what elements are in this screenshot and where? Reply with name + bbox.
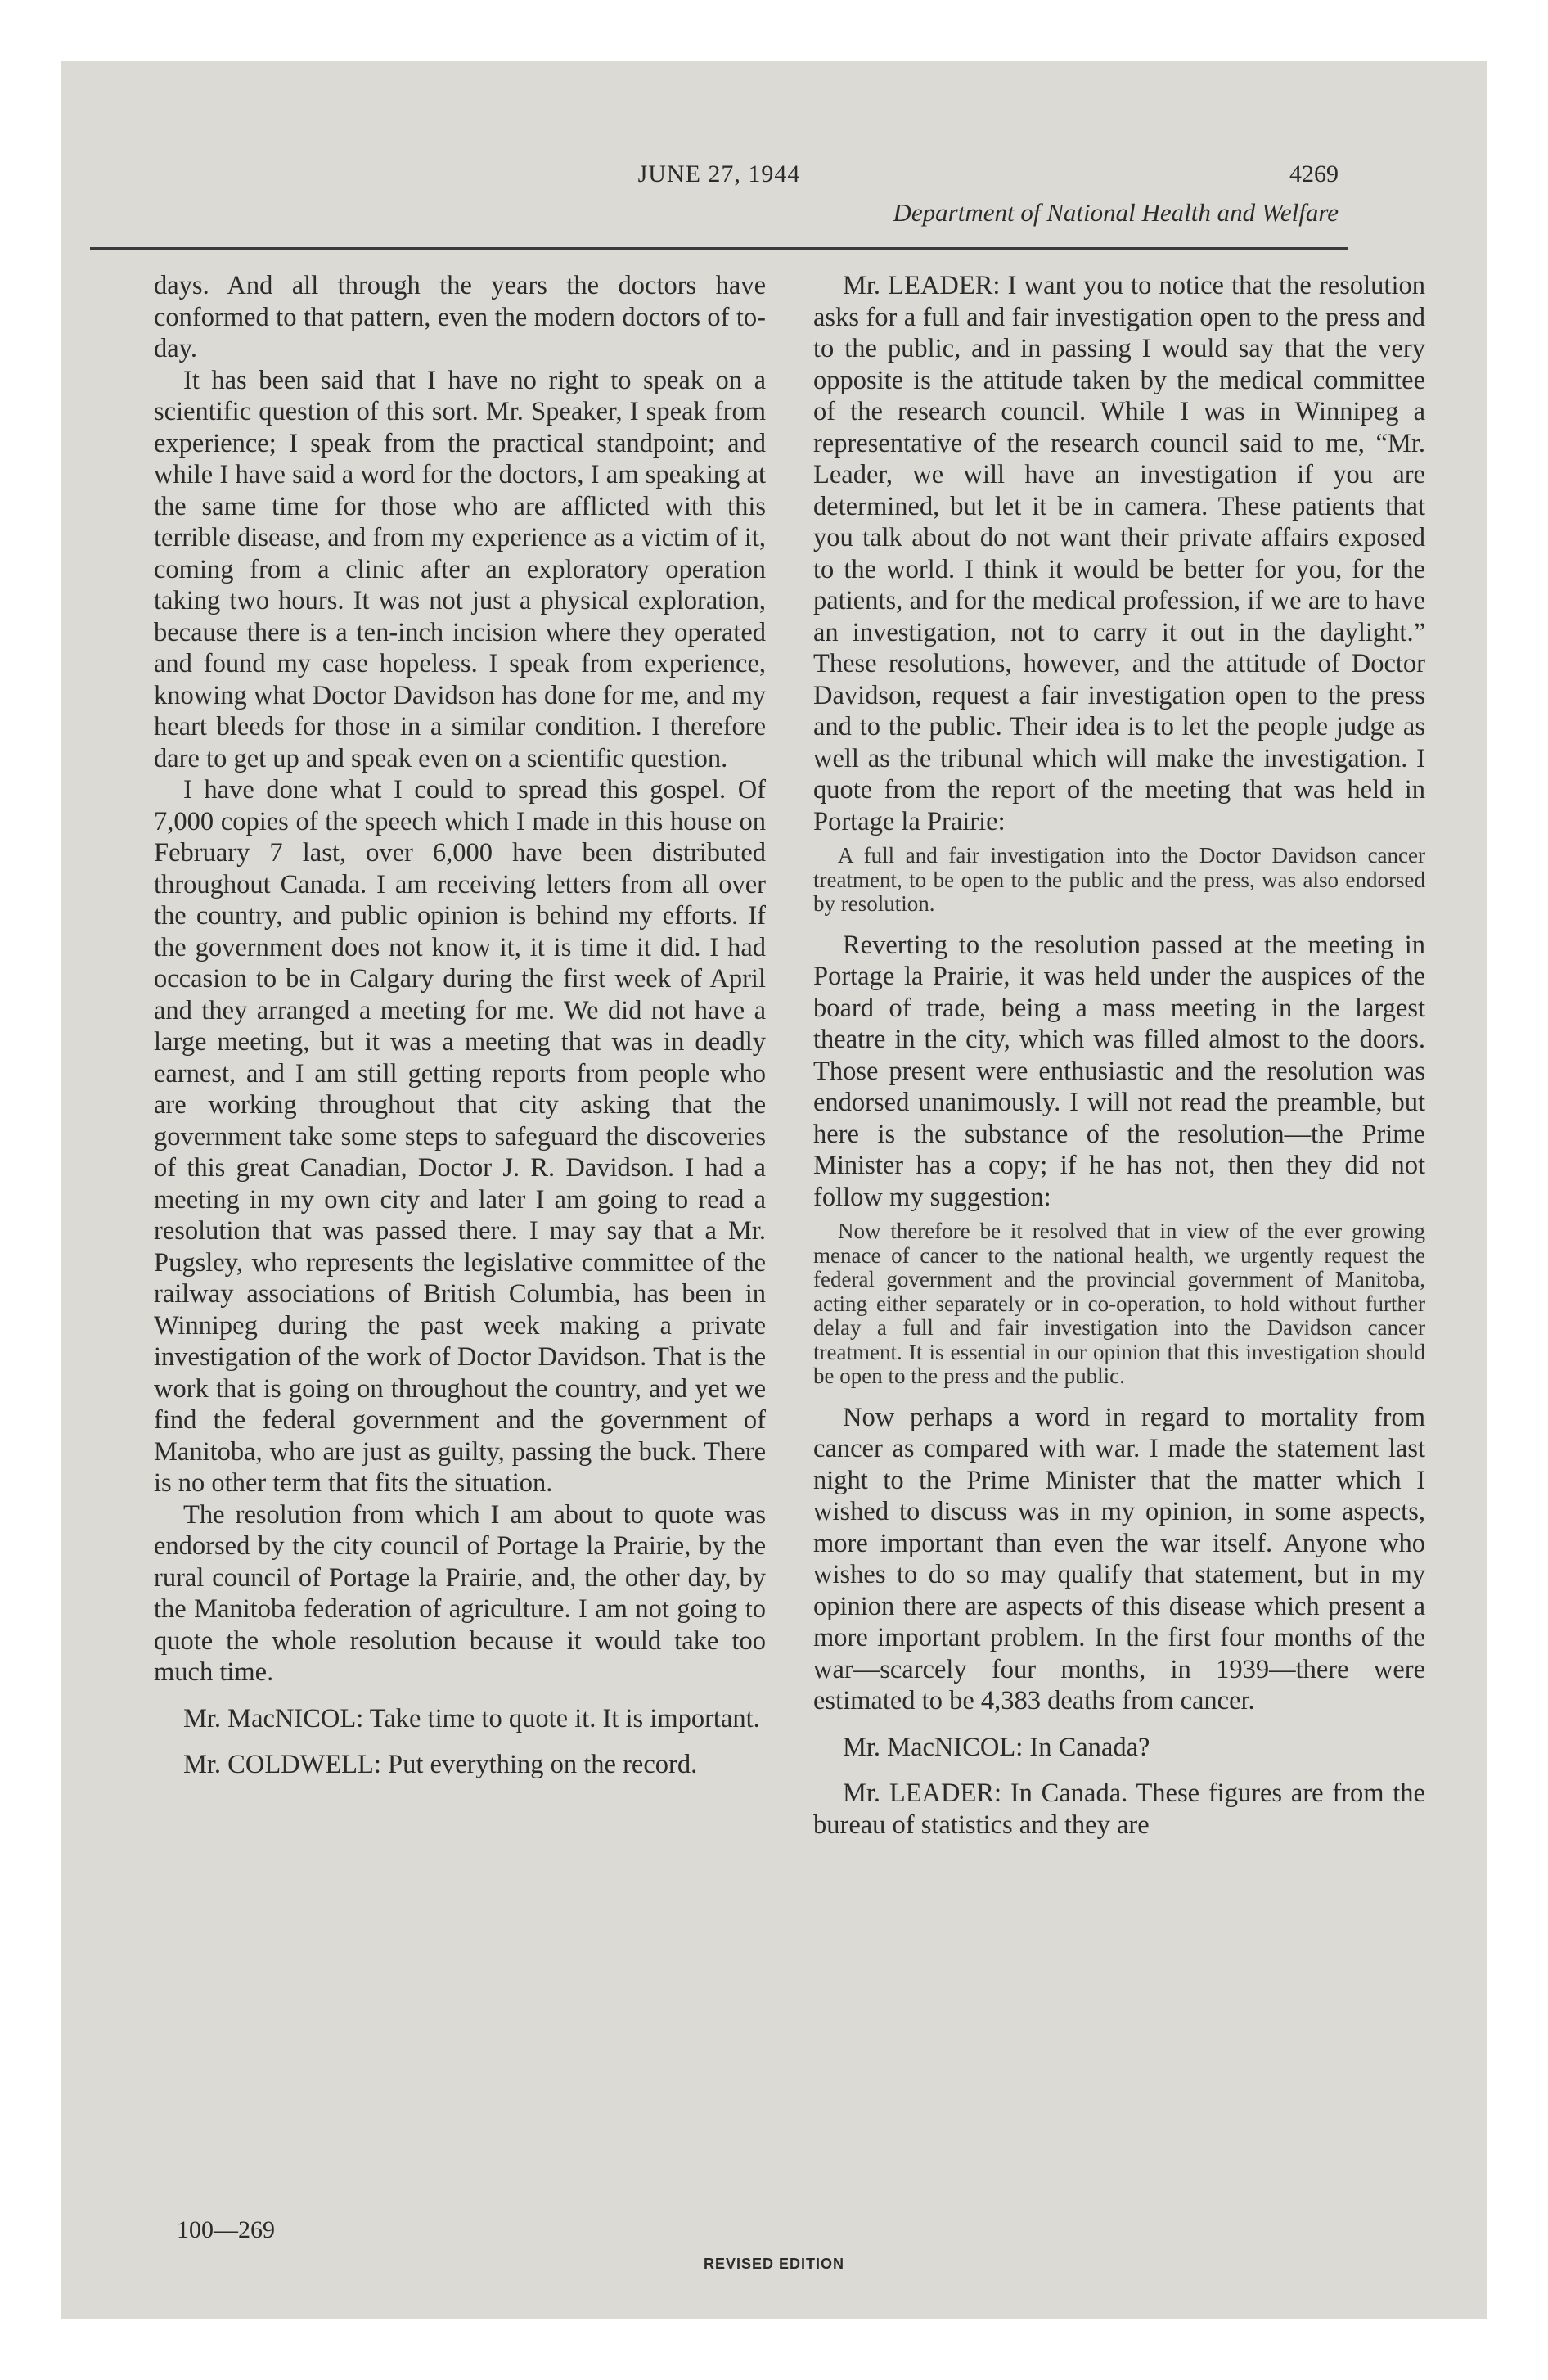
paragraph: Mr. COLDWELL: Put everything on the record. xyxy=(183,1750,698,1779)
paragraph: Mr. LEADER: I want you to notice that the resolution asks for a full and fair investigation open to the press and to the public, and in passing I would say that the very opposite is the attitude taken by the medical committee of the research council. While I was in Winnipeg a representative of the research council said to me, “Mr. Leader, we will have an investigation if you are determined, but let it be in camera. These patients that you talk about do not want their private affairs exposed to the world. I think it would be better for you, for the patients, and for the medical profession, if we are to have an investigation, not to carry it out in the daylight.” These resolutions, however, and the attitude of Doctor Davidson, request a fair investigation open to the press and to the public. Their idea is to let the people judge as well as the tribunal which will make the investigation. I quote from the report of the meeting that was held in Portage la Prairie: xyxy=(813,271,1425,836)
right-column xyxy=(813,270,1425,1841)
paragraph: Mr. LEADER: In Canada. These figures are from the bureau of statistics and they are xyxy=(813,1778,1425,1840)
block-quote: A full and fair investigation into the Doctor Davidson cancer treatment, to be open to the public and the press, was also endorsed by resolution. xyxy=(813,843,1425,916)
left-column xyxy=(154,270,766,1781)
paragraph: Now perhaps a word in regard to mortality from cancer as compared with war. I made the statement last night to the Prime Minister that the matter which I wished to discuss was in my opinion, in some aspects, more important than even the war itself. Anyone who wishes to do so may qualify that statement, but in my opinion there are aspects of this disease which present a more important problem. In the first four months of the war—scarcely four months, in 1939—there were estimated to be 4,383 deaths from cancer. xyxy=(813,1402,1425,1715)
paragraph: It has been said that I have no right to speak on a scientific question of this sort. Mr. Speaker, I speak from experience; I speak from the practical standpoint; and while I have said a word for the doctors, I am speaking at the same time for those who are afflicted with this terrible disease, and from my experience as a victim of it, coming from a clinic after an exploratory operation taking two hours. It was not just a physical exploration, because there is a ten-inch incision where they operated and found my case hopeless. I speak from experience, knowing what Doctor Davidson has done for me, and my heart bleeds for those in a similar condition. I therefore dare to get up and speak even on a scientific question. xyxy=(154,365,766,773)
paragraph: The resolution from which I am about to quote was endorsed by the city council of Portage la Prairie, by the rural council of Portage la Prairie, and, the other day, by the Manitoba federation of agriculture. I am not going to quote the whole resolution because it would take too much time. xyxy=(154,1499,766,1687)
page-header xyxy=(90,90,1348,254)
paragraph: Mr. MacNICOL: In Canada? xyxy=(843,1732,1150,1762)
printer-signature: 100—269 xyxy=(177,2216,275,2243)
header-date: JUNE 27, 1944 xyxy=(637,160,801,187)
paragraph: I have done what I could to spread this gospel. Of 7,000 copies of the speech which I made in this house on February 7 last, over 6,000 have been distributed throughout Canada. I am receiving letters from all over the country, and public opinion is behind my efforts. If the government does not know it, it is time it did. I had occasion to be in Calgary during the first week of April and they arranged a meeting for me. We did not have a large meeting, but it was a meeting that was in deadly earnest, and I am still getting reports from people who are working throughout that city asking that the government take some steps to safeguard the discoveries of this great Canadian, Doctor J. R. Davidson. I had a meeting in my own city and later I am going to read a resolution that was passed there. I may say that a Mr. Pugsley, who represents the legislative committee of the railway associations of British Columbia, has been in Winnipeg during the past week making a private investigation of the work of Doctor Davidson. That is the work that is going on throughout the country, and yet we find the federal government and the government of Manitoba, who are just as guilty, passing the buck. There is no other term that fits the situation. xyxy=(154,775,766,1498)
block-quote: Now therefore be it resolved that in view of the ever growing menace of cancer to the national health, we urgently request the federal government and the provincial government of Manitoba, acting either separately or in co-operation, to hold without further delay a full and fair investigation into the Davidson cancer treatment. It is essential in our opinion that this investigation should be open to the press and the public. xyxy=(813,1219,1425,1388)
paragraph: Mr. MacNICOL: Take time to quote it. It is important. xyxy=(183,1703,760,1733)
header-department: Department of National Health and Welfare xyxy=(893,198,1339,227)
paragraph: days. And all through the years the doctors have conformed to that pattern, even the modern doctors of to-day. xyxy=(154,271,766,363)
edition-label: REVISED EDITION xyxy=(703,2256,845,2272)
page-number: 4269 xyxy=(1289,160,1339,187)
paragraph: Reverting to the resolution passed at the meeting in Portage la Prairie, it was held under the auspices of the board of trade, being a mass meeting in the largest theatre in the city, which was filled almost to the doors. Those present were enthusiastic and the resolution was endorsed unanimously. I will not read the preamble, but here is the substance of the resolution—the Prime Minister has a copy; if he has not, then they did not follow my suggestion: xyxy=(813,930,1425,1212)
header-rule xyxy=(90,247,1348,250)
